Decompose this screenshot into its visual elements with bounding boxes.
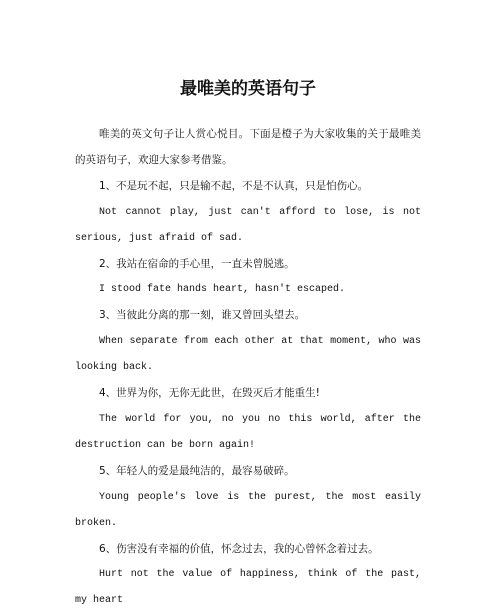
sentence-4-chinese: 4、世界为你，无你无此世，在毁灭后才能重生! <box>99 387 320 400</box>
sentence-5-chinese: 5、年轻人的爱是最纯洁的，最容易破碎。 <box>99 464 295 477</box>
document-body <box>75 122 421 614</box>
sentence-2-english: I stood fate hands heart, hasn't escaped. <box>99 284 346 296</box>
sentence-1-chinese: 1、不是玩不起，只是输不起，不是不认真，只是怕伤心。 <box>99 179 369 192</box>
sentence-3-chinese: 3、当彼此分离的那一刻，谁又曾回头望去。 <box>99 309 306 322</box>
intro-paragraph: 唯美的英文句子让人赏心悦目。下面是橙子为大家收集的关于最唯美的英语句子，欢迎大家参考借鉴。 <box>75 128 421 166</box>
document-title: 最唯美的英语句子 <box>180 79 316 99</box>
sentence-1-english: Not cannot play, just can't afford to lose, is not serious, just afraid of sad. <box>75 206 421 244</box>
sentence-6-english: Hurt not the value of happiness, think of the past, my heart <box>75 569 421 607</box>
sentence-4-english: The world for you, no you no this world, after the destruction can be born again! <box>75 413 421 451</box>
sentence-6-chinese: 6、伤害没有幸福的价值，怀念过去，我的心曾怀念着过去。 <box>99 542 379 555</box>
sentence-5-english: Young people's love is the purest, the most easily broken. <box>75 491 421 529</box>
sentence-2-chinese: 2、我站在宿命的手心里，一直未曾脱逃。 <box>99 257 295 270</box>
sentence-3-english: When separate from each other at that moment, who was looking back. <box>75 336 421 374</box>
